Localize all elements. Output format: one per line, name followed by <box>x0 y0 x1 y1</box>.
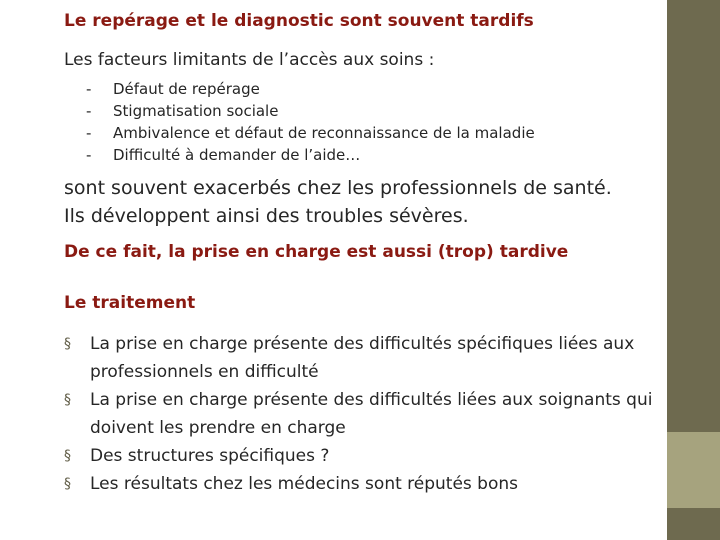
list-item <box>86 100 535 122</box>
consequence-statement: De ce fait, la prise en charge est aussi (trop) tardive <box>64 242 569 262</box>
treatment-item-text: La prise en charge présente des difficultés liées aux soignants qui doivent les prendre en charge <box>90 390 653 438</box>
conclusion-line: Ils développent ainsi des troubles sévères. <box>64 205 469 227</box>
treatment-list <box>64 330 654 498</box>
treatment-heading: Le traitement <box>64 293 196 313</box>
intro-text: Les facteurs limitants de l’accès aux soins : <box>64 50 435 70</box>
treatment-item-text: Des structures spécifiques ? <box>90 446 330 466</box>
section-bullet-icon: § <box>64 448 71 464</box>
factors-list <box>86 78 535 166</box>
section-bullet-icon: § <box>64 392 71 408</box>
conclusion-text <box>64 174 612 230</box>
dash-bullet: - <box>86 102 92 120</box>
conclusion-line: sont souvent exacerbés chez les professionnels de santé. <box>64 177 612 199</box>
slide-title: Le repérage et le diagnostic sont souvent tardifs <box>64 11 534 31</box>
dash-bullet: - <box>86 124 92 142</box>
list-item <box>64 386 654 442</box>
list-item <box>86 144 535 166</box>
decorative-sidebar-accent <box>667 432 720 508</box>
factor-text: Ambivalence et défaut de reconnaissance de la maladie <box>113 124 535 142</box>
list-item <box>64 442 654 470</box>
treatment-item-text: La prise en charge présente des difficultés spécifiques liées aux professionnels en difficulté <box>90 334 635 382</box>
factor-text: Stigmatisation sociale <box>113 102 279 120</box>
factor-text: Difficulté à demander de l’aide… <box>113 146 361 164</box>
list-item <box>86 78 535 100</box>
factor-text: Défaut de repérage <box>113 80 260 98</box>
list-item <box>86 122 535 144</box>
section-bullet-icon: § <box>64 336 71 352</box>
treatment-item-text: Les résultats chez les médecins sont réputés bons <box>90 474 519 494</box>
dash-bullet: - <box>86 146 92 164</box>
list-item <box>64 470 654 498</box>
list-item <box>64 330 654 386</box>
section-bullet-icon: § <box>64 476 71 492</box>
dash-bullet: - <box>86 80 92 98</box>
